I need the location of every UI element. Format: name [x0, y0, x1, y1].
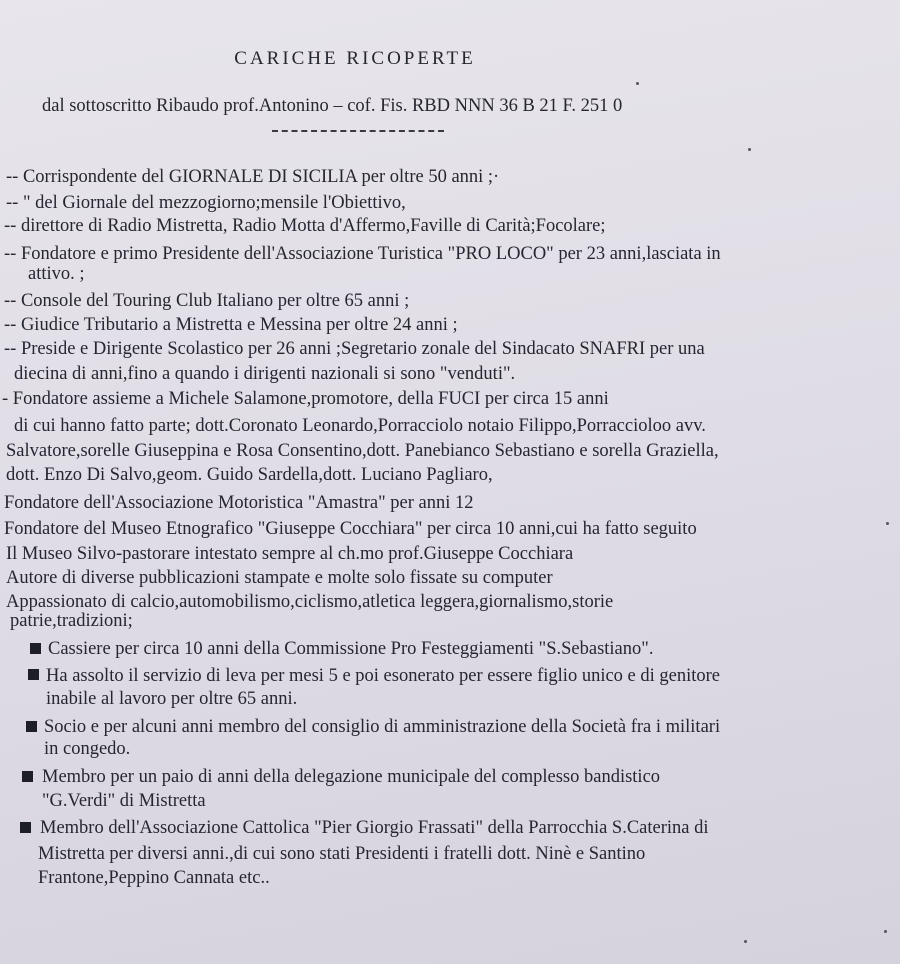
bullet-item: inabile al lavoro per oltre 65 anni.: [46, 689, 298, 709]
text-line: di cui hanno fatto parte; dott.Coronato Leonardo,Porracciolo notaio Filippo,Porraccioloo avv.: [14, 416, 706, 436]
text-line: Salvatore,sorelle Giuseppina e Rosa Consentino,dott. Panebianco Sebastiano e sorella Graziella,: [6, 441, 719, 461]
text-line: Fondatore del Museo Etnografico "Giuseppe Cocchiara" per circa 10 anni,cui ha fatto seguito: [4, 519, 697, 539]
bullet-item: Ha assolto il servizio di leva per mesi 5 e poi esonerato per essere figlio unico e di genitore: [46, 666, 721, 686]
document-title: CARICHE RICOPERTE: [234, 48, 476, 69]
bullet-item: Mistretta per diversi anni.,di cui sono stati Presidenti i fratelli dott. Ninè e Santino: [38, 844, 646, 864]
bullet-item: Frantone,Peppino Cannata etc..: [38, 868, 270, 888]
text-line: Autore di diverse pubblicazioni stampate e molte solo fissate su computer: [6, 568, 553, 588]
text-line: -- Corrispondente del GIORNALE DI SICILIA per oltre 50 anni ;·: [6, 167, 500, 187]
paper-speck: [636, 82, 639, 85]
text-line: Appassionato di calcio,automobilismo,ciclismo,atletica leggera,giornalismo,storie: [6, 592, 614, 612]
paper-speck: [748, 148, 751, 151]
square-bullet-icon: [30, 643, 41, 654]
text-line: -- direttore di Radio Mistretta, Radio Motta d'Affermo,Faville di Carità;Focolare;: [4, 216, 606, 236]
bullet-item: Cassiere per circa 10 anni della Commissione Pro Festeggiamenti "S.Sebastiano".: [48, 639, 654, 659]
title-divider: [272, 130, 444, 132]
bullet-item: "G.Verdi" di Mistretta: [42, 791, 206, 811]
text-line: - Fondatore assieme a Michele Salamone,promotore, della FUCI per circa 15 anni: [2, 389, 609, 409]
bullet-item: Membro per un paio di anni della delegazione municipale del complesso bandistico: [42, 767, 661, 787]
text-line: Il Museo Silvo-pastorare intestato sempre al ch.mo prof.Giuseppe Cocchiara: [6, 544, 574, 564]
square-bullet-icon: [28, 669, 39, 680]
bullet-item: Membro dell'Associazione Cattolica "Pier Giorgio Frassati" della Parrocchia S.Caterina di: [40, 818, 709, 838]
paper-speck: [744, 940, 747, 943]
square-bullet-icon: [20, 822, 31, 833]
text-line: -- Fondatore e primo Presidente dell'Associazione Turistica "PRO LOCO" per 23 anni,lasciata in: [4, 244, 721, 264]
text-line: -- Preside e Dirigente Scolastico per 26 anni ;Segretario zonale del Sindacato SNAFRI per una: [4, 339, 705, 359]
text-line: dott. Enzo Di Salvo,geom. Guido Sardella,dott. Luciano Pagliaro,: [6, 465, 493, 485]
paper-speck: [884, 930, 887, 933]
bullet-item: Socio e per alcuni anni membro del consiglio di amministrazione della Società fra i militari: [44, 717, 721, 737]
text-line: -- Console del Touring Club Italiano per oltre 65 anni ;: [4, 291, 410, 311]
text-line: attivo. ;: [28, 264, 85, 284]
square-bullet-icon: [26, 721, 37, 732]
text-line: -- Giudice Tributario a Mistretta e Messina per oltre 24 anni ;: [4, 315, 458, 335]
document-subtitle: dal sottoscritto Ribaudo prof.Antonino – cof. Fis. RBD NNN 36 B 21 F. 251 0: [42, 96, 623, 116]
text-line: -- " del Giornale del mezzogiorno;mensile l'Obiettivo,: [6, 193, 406, 213]
text-line: Fondatore dell'Associazione Motoristica "Amastra" per anni 12: [4, 493, 474, 513]
text-line: patrie,tradizioni;: [10, 611, 133, 631]
bullet-item: in congedo.: [44, 739, 131, 759]
paper-speck: [886, 522, 889, 525]
text-line: diecina di anni,fino a quando i dirigenti nazionali si sono "venduti".: [14, 364, 516, 384]
square-bullet-icon: [22, 771, 33, 782]
